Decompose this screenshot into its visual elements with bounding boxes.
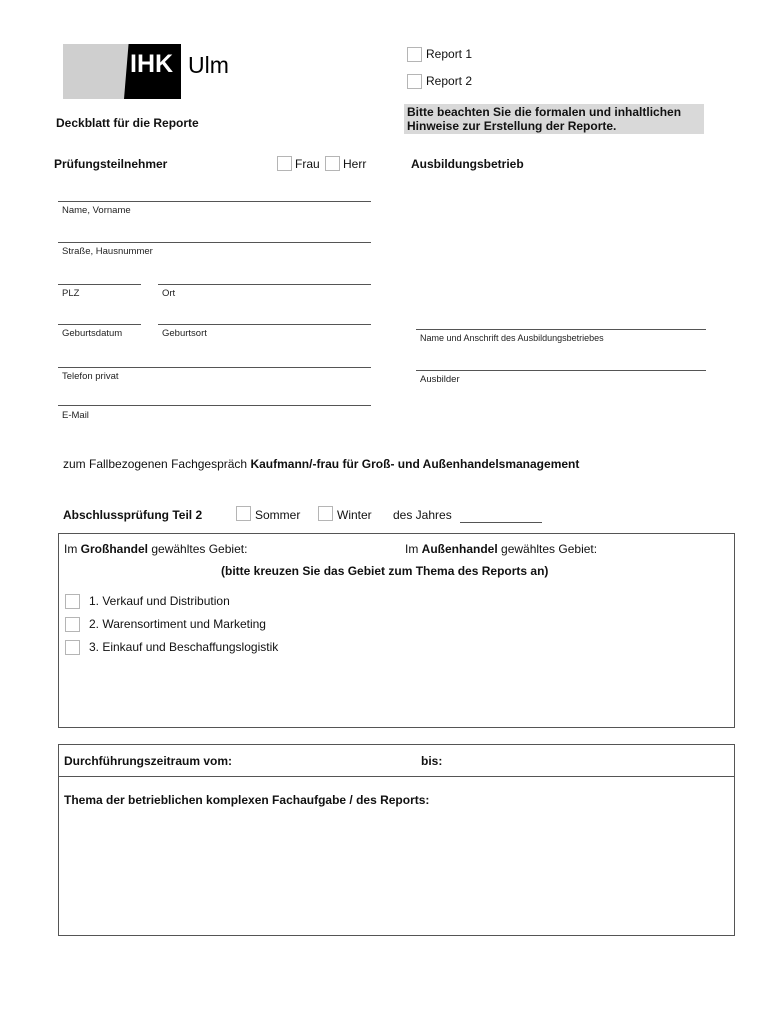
year-label: des Jahres	[393, 508, 452, 522]
aussen-area-label: Im Außenhandel gewähltes Gebiet:	[405, 542, 598, 556]
plz-field-line[interactable]	[58, 284, 141, 285]
period-label: Durchführungszeitraum vom:	[64, 754, 233, 768]
option-1-checkbox[interactable]	[65, 594, 80, 609]
name-field-label: Name, Vorname	[62, 205, 131, 216]
topic-input-area[interactable]	[59, 809, 734, 934]
report-2-checkbox[interactable]	[407, 74, 422, 89]
topic-label: Thema der betrieblichen komplexen Fachaufgabe / des Reports:	[64, 793, 430, 807]
logo-ihk-text: IHK	[130, 50, 174, 78]
logo-ulm-text: Ulm	[188, 52, 229, 78]
logo-gray-block	[63, 44, 129, 99]
email-field-line[interactable]	[58, 405, 371, 406]
option-2-label: 2. Warensortiment und Marketing	[89, 617, 266, 631]
option-2-checkbox[interactable]	[65, 617, 80, 632]
birth-place-field-line[interactable]	[158, 324, 371, 325]
name-field-line[interactable]	[58, 201, 371, 202]
company-name-field-line[interactable]	[416, 329, 706, 330]
notice-line-1: Bitte beachten Sie die formalen und inhaltlichen	[407, 105, 682, 119]
plz-field-label: PLZ	[62, 288, 80, 299]
until-label: bis:	[421, 754, 443, 768]
exam-intro-prefix: zum Fallbezogenen Fachgespräch	[63, 457, 251, 471]
trainer-field-label: Ausbilder	[420, 374, 460, 385]
winter-checkbox[interactable]	[318, 506, 333, 521]
area-selection-box	[58, 533, 735, 728]
street-field-line[interactable]	[58, 242, 371, 243]
gross-area-label: Im Großhandel gewähltes Gebiet:	[64, 542, 248, 556]
notice-line-2: Hinweise zur Erstellung der Reporte.	[407, 119, 617, 133]
birth-date-field-label: Geburtsdatum	[62, 328, 123, 339]
period-topic-box	[58, 744, 735, 936]
trainer-field-line[interactable]	[416, 370, 706, 371]
city-field-line[interactable]	[158, 284, 371, 285]
street-field-label: Straße, Hausnummer	[62, 246, 153, 257]
participant-heading: Prüfungsteilnehmer	[54, 157, 168, 171]
frau-label: Frau	[295, 157, 320, 171]
ihk-logo	[63, 44, 251, 99]
frau-checkbox[interactable]	[277, 156, 292, 171]
herr-label: Herr	[343, 157, 367, 171]
option-3-checkbox[interactable]	[65, 640, 80, 655]
phone-field-line[interactable]	[58, 367, 371, 368]
report-1-checkbox[interactable]	[407, 47, 422, 62]
option-1-label: 1. Verkauf und Distribution	[89, 594, 230, 608]
exam-profession: Kaufmann/-frau für Groß- und Außenhandelsmanagement	[250, 457, 580, 471]
exam-intro	[63, 457, 579, 471]
phone-field-label: Telefon privat	[62, 371, 119, 382]
city-field-label: Ort	[162, 288, 176, 299]
period-divider	[59, 776, 734, 777]
email-field-label: E-Mail	[62, 410, 89, 421]
company-heading: Ausbildungsbetrieb	[411, 157, 524, 171]
year-field-line[interactable]	[460, 522, 542, 523]
area-instruction: (bitte kreuzen Sie das Gebiet zum Thema des Reports an)	[221, 564, 549, 578]
option-3-label: 3. Einkauf und Beschaffungslogistik	[89, 640, 279, 654]
birth-date-field-line[interactable]	[58, 324, 141, 325]
exam-part-label: Abschlussprüfung Teil 2	[63, 508, 203, 522]
company-name-field-label: Name und Anschrift des Ausbildungsbetriebes	[420, 333, 604, 343]
report-1-label: Report 1	[426, 47, 473, 61]
notice-box	[404, 104, 704, 134]
cover-title: Deckblatt für die Reporte	[56, 116, 199, 130]
herr-checkbox[interactable]	[325, 156, 340, 171]
birth-place-field-label: Geburtsort	[162, 328, 207, 339]
sommer-checkbox[interactable]	[236, 506, 251, 521]
sommer-label: Sommer	[255, 508, 301, 522]
report-2-label: Report 2	[426, 74, 473, 88]
winter-label: Winter	[337, 508, 372, 522]
